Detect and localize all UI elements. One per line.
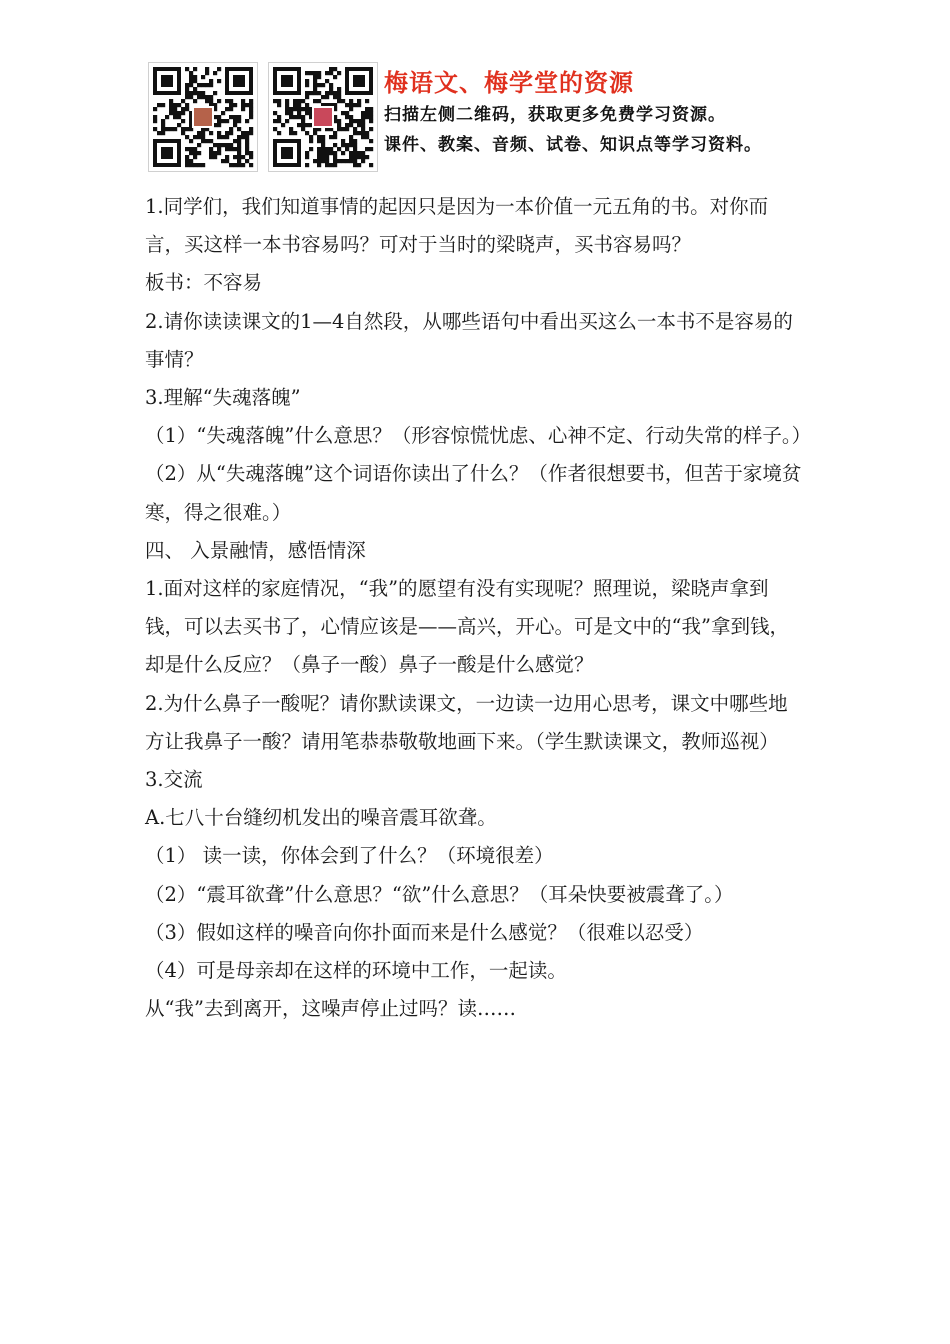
qr-code-right[interactable] [268,62,378,172]
document-body [145,188,812,1028]
paragraph: 从“我”去到离开，这噪声停止过吗？读…… [145,997,516,1021]
qr-code-left[interactable] [148,62,258,172]
paragraph: 2.为什么鼻子一酸呢？请你默读课文，一边读一边用心思考，课文中哪些地方让我鼻子一酸？请用笔恭恭敬敬地画下来。（学生默读课文，教师巡视） [145,691,788,753]
paragraph: 2.请你读读课文的1—4自然段，从哪些语句中看出买这么一本书不是容易的事情？ [145,309,793,371]
paragraph: （2）“震耳欲聋”什么意思？“欲”什么意思？（耳朵快要被震聋了。） [145,882,734,906]
paragraph: 3.交流 [145,768,203,792]
header-line-2: 课件、教案、音频、试卷、知识点等学习资料。 [384,135,762,155]
paragraph: （1）“失魂落魄”什么意思？（形容惊慌忧虑、心神不定、行动失常的样子。） [145,424,812,448]
resource-header [148,62,828,172]
paragraph: 板书：不容易 [145,271,263,295]
paragraph: A.七八十台缝纫机发出的噪音震耳欲聋。 [145,806,497,830]
paragraph: 1.同学们，我们知道事情的起因只是因为一本价值一元五角的书。对你而言，买这样一本书容易吗？可对于当时的梁晓声，买书容易吗？ [145,195,769,257]
paragraph: （4）可是母亲却在这样的环境中工作，一起读。 [145,959,567,983]
paragraph: （1） 读一读，你体会到了什么？（环境很差） [145,844,554,868]
paragraph: （2）从“失魂落魄”这个词语你读出了什么？（作者很想要书，但苦于家境贫寒，得之很难。） [145,462,802,524]
paragraph: 3.理解“失魂落魄” [145,386,301,410]
paragraph: （3）假如这样的噪音向你扑面而来是什么感觉？（很难以忍受） [145,920,704,944]
header-text [384,62,762,160]
header-line-1: 扫描左侧二维码，获取更多免费学习资源。 [384,105,726,125]
section-heading: 四、 入景融情，感悟情深 [145,538,366,562]
brand-title: 梅语文、梅学堂的资源 [384,69,634,97]
paragraph: 1.面对这样的家庭情况，“我”的愿望有没有实现呢？照理说，梁晓声拿到钱，可以去买书了，心情应该是——高兴，开心。可是文中的“我”拿到钱，却是什么反应？（鼻子一酸）鼻子一酸是什么感觉？ [145,577,789,677]
